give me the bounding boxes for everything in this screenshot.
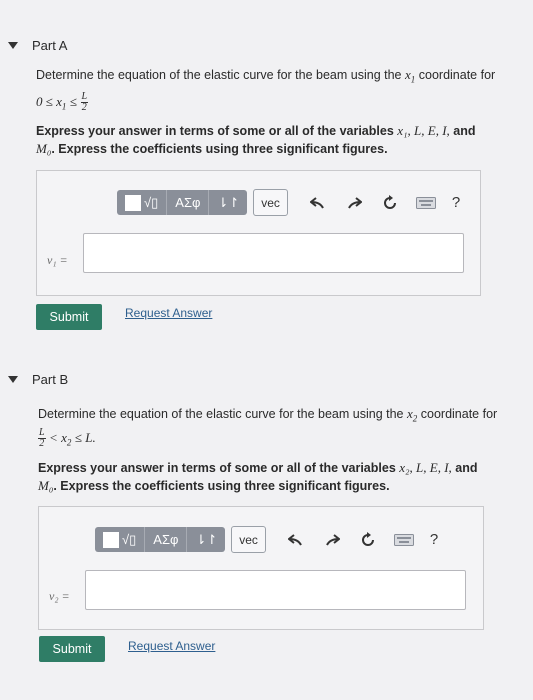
- part-a-answer-input[interactable]: [83, 233, 464, 273]
- collapse-caret-icon[interactable]: [8, 376, 18, 383]
- part-b-answer-input[interactable]: [85, 570, 466, 610]
- coord-var: $x_2$: [406, 406, 418, 424]
- prompt-text-tail: coordinate for: [420, 407, 498, 421]
- fraction-l-over-2: $\frac{L}{2}$: [39, 427, 45, 449]
- prompt-text-tail: coordinate for: [418, 68, 496, 82]
- part-b-request-answer-link[interactable]: Request Answer: [128, 639, 216, 653]
- templates-group: [117, 190, 247, 215]
- part-b-range: $\frac{L}{2}$ < $x_2 \le L$.: [39, 427, 96, 449]
- keyboard-icon[interactable]: [394, 530, 414, 550]
- part-a-answer-area: [36, 170, 481, 296]
- range-le: ≤: [69, 93, 78, 109]
- instr-vars: x₂, L, E, I,: [399, 460, 452, 475]
- fraction-l-over-2: $\frac{L}{2}$: [81, 91, 88, 113]
- prompt-text: Determine the equation of the elastic curve for the beam using the: [38, 407, 404, 421]
- coord-var: $x_1$: [404, 67, 416, 85]
- part-a-prompt: [36, 66, 526, 89]
- part-b-title: Part B: [32, 372, 69, 387]
- part-a-header[interactable]: [8, 38, 67, 53]
- part-a-range: $0 \le x_1$ ≤ $\frac{L}{2}$: [36, 91, 88, 113]
- collapse-caret-icon[interactable]: [8, 42, 18, 49]
- part-a-title: Part A: [32, 38, 68, 53]
- instr-vars: x₁, L, E, I,: [397, 123, 450, 138]
- templates-button[interactable]: [95, 527, 145, 552]
- vec-button[interactable]: vec: [231, 526, 266, 553]
- vec-button[interactable]: vec: [253, 189, 288, 216]
- help-icon[interactable]: ?: [451, 194, 461, 211]
- sqrt-symbol-icon: √▯: [144, 194, 159, 210]
- part-a-answer-label: v₁ =: [47, 253, 68, 267]
- sqrt-template-icon: [103, 532, 119, 548]
- reset-icon[interactable]: [358, 530, 378, 550]
- arrows-button[interactable]: ⇂↾: [195, 531, 218, 547]
- part-a-request-answer-link[interactable]: Request Answer: [125, 306, 213, 320]
- part-b-submit-button[interactable]: Submit: [39, 636, 105, 662]
- part-a-submit-button[interactable]: Submit: [36, 304, 102, 330]
- instr-var-m0: M₀: [38, 478, 54, 493]
- prompt-text: Determine the equation of the elastic curve for the beam using the: [36, 68, 402, 82]
- redo-icon[interactable]: [322, 530, 342, 550]
- part-b-answer-label: v₂ =: [49, 589, 70, 603]
- part-b-header[interactable]: [8, 372, 68, 387]
- arrows-button[interactable]: ⇂↾: [217, 194, 240, 210]
- part-b-instructions: [38, 459, 528, 495]
- instr-text: Express your answer in terms of some or all of the variables: [38, 461, 396, 475]
- undo-icon[interactable]: [308, 193, 328, 213]
- part-a-instructions: [36, 122, 526, 158]
- sqrt-template-icon: [125, 195, 141, 211]
- reset-icon[interactable]: [380, 193, 400, 213]
- range-expr: < x: [49, 429, 67, 445]
- redo-icon[interactable]: [344, 193, 364, 213]
- range-expr: 0 ≤ x: [36, 93, 62, 109]
- instr-var-m0: M₀: [36, 141, 52, 156]
- range-tail: ≤ L.: [74, 429, 96, 445]
- instr-and: and: [455, 461, 478, 475]
- instr-text: Express your answer in terms of some or all of the variables: [36, 124, 394, 138]
- templates-group: [95, 527, 225, 552]
- part-b-prompt: [38, 405, 528, 428]
- templates-button[interactable]: [117, 190, 167, 215]
- sqrt-symbol-icon: √▯: [122, 531, 137, 547]
- part-b-answer-area: [38, 506, 484, 630]
- greek-button[interactable]: ΑΣφ: [167, 190, 209, 215]
- instr-text-2: . Express the coefficients using three significant figures.: [53, 479, 390, 493]
- part-a-math-toolbar: [117, 189, 460, 216]
- greek-button[interactable]: ΑΣφ: [145, 527, 187, 552]
- part-b-math-toolbar: [95, 526, 438, 553]
- instr-and: and: [453, 124, 476, 138]
- instr-text-2: . Express the coefficients using three significant figures.: [51, 142, 388, 156]
- help-icon[interactable]: ?: [429, 531, 439, 548]
- keyboard-icon[interactable]: [416, 193, 436, 213]
- undo-icon[interactable]: [286, 530, 306, 550]
